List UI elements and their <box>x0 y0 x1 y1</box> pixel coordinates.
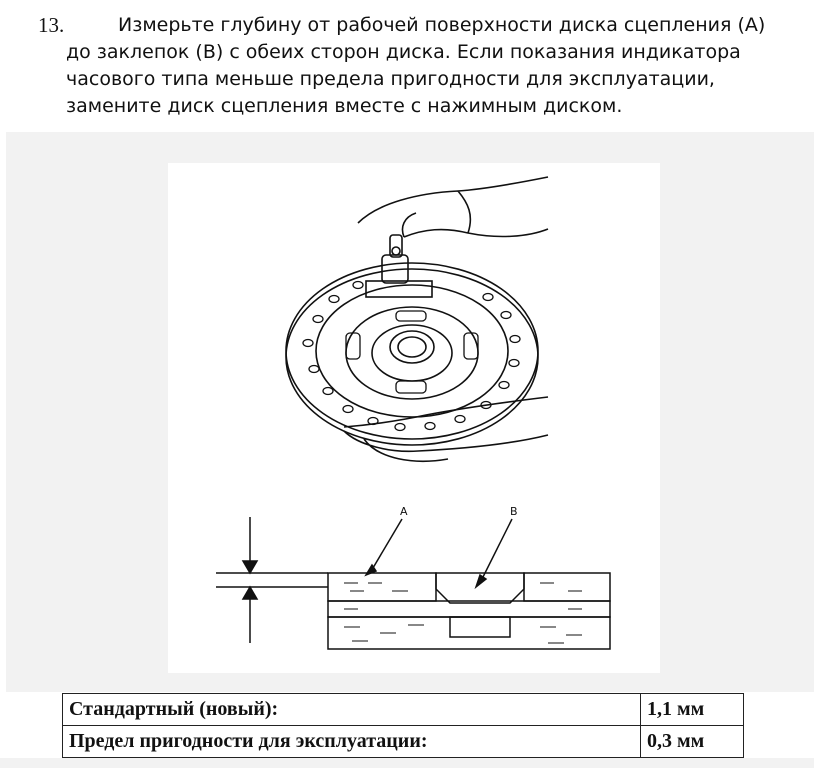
arrow-top-head <box>243 561 257 573</box>
instruction-line-1: Измерьте глубину от рабочей поверхности диска сцепления (А) <box>118 14 766 36</box>
disc-outer-edge <box>286 263 538 439</box>
clutch-disc-figure <box>168 163 660 673</box>
lower-hand <box>344 397 548 461</box>
arrow-bottom-head <box>243 587 257 599</box>
bottom-band <box>0 758 814 768</box>
spec-label: Предел пригодности для эксплуатации: <box>63 726 641 758</box>
spec-value: 1,1 мм <box>641 694 744 726</box>
disc-lining-inner <box>316 285 508 417</box>
lining-rivets <box>303 282 520 431</box>
spec-table <box>62 693 744 758</box>
leader-a <box>370 519 402 573</box>
clutch-disc-drawing <box>286 177 548 461</box>
label-b: B <box>510 505 518 518</box>
hub-inner <box>372 325 452 381</box>
instruction-line-4: замените диск сцепления вместе с нажимным диском. <box>66 95 623 117</box>
step-number: 13. <box>38 13 65 37</box>
table-row <box>63 694 744 726</box>
upper-hand <box>358 177 548 237</box>
hatch-marks <box>344 583 582 643</box>
cross-section-diagram <box>216 517 610 649</box>
damper-springs <box>346 311 478 393</box>
clutch-disc-illustration <box>168 163 660 673</box>
instruction-line-3: часового типа меньше предела пригодности для эксплуатации, <box>66 68 715 90</box>
label-a: A <box>400 505 408 518</box>
spec-value: 0,3 мм <box>641 726 744 758</box>
rivet-base <box>450 617 510 637</box>
lining-bottom <box>328 617 610 649</box>
hub-splines <box>390 331 434 363</box>
lining-top-right <box>524 573 610 601</box>
instruction-line-2: до заклепок (В) с обеих сторон диска. Если показания индикатора <box>66 41 741 63</box>
spec-label: Стандартный (новый): <box>63 694 641 726</box>
table-row <box>63 726 744 758</box>
lining-top-left <box>328 573 436 601</box>
instruction-step <box>38 12 808 120</box>
